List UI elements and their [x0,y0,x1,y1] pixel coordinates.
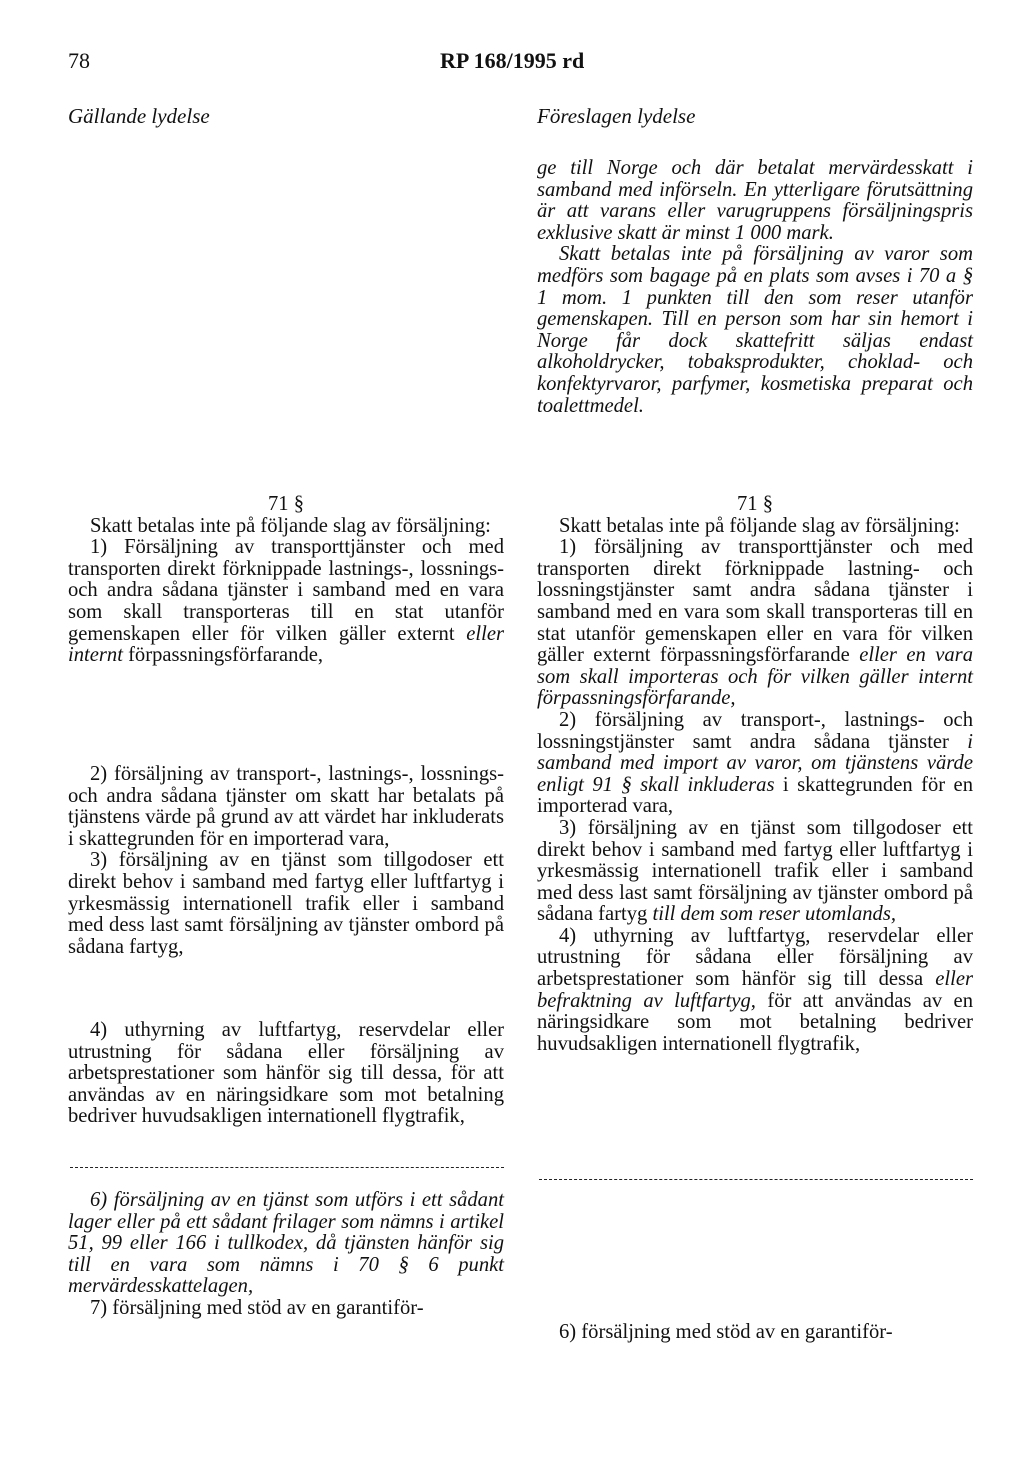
item-text: 3) försäljning av en tjänst som tillgodoser ett direkt behov i samband med fartyg eller luftfartyg i yrkesmässig internationell trafik eller i samband med dess last samt försäljning av tjänster ombord på sådana fartyg [537,816,973,926]
list-item-2 [537,710,973,818]
item-text-tail: förpassningsförfarande, [122,644,324,667]
item-text: 4) uthyrning av luftfartyg, reservdelar eller utrustning för sådana eller försäljning av arbetsprestationer som hänför sig till dessa [537,924,973,991]
document-reference: RP 168/1995 rd [440,48,585,73]
item-text: 2) försäljning av transport-, lastnings- och lossningstjänster samt andra sådana tjänster [537,708,973,753]
section-intro: Skatt betalas inte på följande slag av försäljning: [90,514,491,537]
list-item-3 [537,818,973,926]
list-item-4: 4) uthyrning av luftfartyg, reservdelar eller utrustning för sådana eller försäljning av arbetsprestationer som hänför sig till dessa, för att användas av en näringsidkare som mot betalning bedriver huvudsakligen internationell flygtrafik, [68,1019,504,1128]
list-item-3: 3) försäljning av en tjänst som tillgodoser ett direkt behov i samband med fartyg eller luftfartyg i yrkesmässig internationell trafik eller i samband med dess last samt försäljning av tjänster ombord på sådana fartyg, [68,849,504,958]
omission-dash-line [539,1179,973,1180]
list-item-6: 6) försäljning av en tjänst som utförs i ett sådant lager eller på ett sådant frilager som nämns i artikel 51, 99 eller 166 i tullkodex, då tjänsten hänför sig till en vara som nämns i 70 § 6 punkt mervärdesskattelagen, [68,1189,504,1298]
left-column-body [68,494,504,667]
item-italic-text: till dem som reser utomlands, [652,903,896,926]
bagage-paragraph: Skatt betalas inte på försäljning av varor som medförs som bagage på en plats som avses i 70 a § 1 mom. 1 punkten till den som reser utanför gemenskapen. Till en person som har sin hemort i Norge får dock skattefritt säljas endast alkoholdrycker, tobaksprodukter, choklad- och konfektyrvaror, parfymer, kosmetiska preparat och toalettmedel. [537,243,973,417]
left-column-item-4 [68,1020,504,1128]
item-italic-text: eller internt [68,622,504,667]
item-italic-text: eller en vara som skall importeras och för vilken gäller internt förpassningsförfarande, [537,644,973,710]
list-item-1 [537,537,973,710]
item-text: 1) Försäljning av transporttjänster och med transporten direkt förknippade lastnings-, lossnings- och andra sådana tjänster i samband med en vara som skall transporteras till en stat utanför gemenskapen eller för vilken gäller externt [68,536,504,645]
item-text: 1) försäljning av transporttjänster och med transporten direkt förknippade lastning- och lossningstjänster samt andra sådana tjänster i samband med en vara som skall transporteras till en stat utanför gemenskapen eller en vara för vilken gäller externt förpassningsförfarande [537,536,973,667]
right-column-heading: Föreslagen lydelse [537,104,696,128]
item-text-tail: i skattegrunden för en importerad vara, [537,773,973,818]
left-column-items [68,764,504,958]
right-column-body [537,494,973,1055]
list-item-4 [537,926,973,1056]
section-heading: 71 § [736,493,774,515]
item-italic-text: eller befraktning av luftfartyg, [537,968,973,1012]
left-column-tail [68,1190,504,1320]
list-item-1 [68,537,504,667]
right-column-tail [537,1322,973,1344]
left-column-heading: Gällande lydelse [68,104,210,128]
list-item-2: 2) försäljning av transport-, lastnings-, lossnings- och andra sådana tjänster om skatt har betalats på tjänstens värde på grund av att värdet har inkluderats i skattegrunden för en importerad vara, [68,763,504,850]
page-number: 78 [68,48,90,73]
list-item-6: 6) försäljning med stöd av en garantiför- [559,1321,893,1343]
section-heading: 71 § [267,493,305,515]
omission-dash-line [70,1167,504,1168]
section-intro: Skatt betalas inte på följande slag av försäljning: [559,514,960,537]
item-text-tail: för att användas av en näringsidkare som mot betalning bedriver huvudsakligen internationell flygtrafik, [537,989,973,1055]
list-item-7: 7) försäljning med stöd av en garantiför- [90,1296,424,1319]
item-italic-text: i samband med import av varor, om tjänstens värde enligt 91 § skall inkluderas [537,730,973,796]
right-top-continuation [537,158,973,417]
continuation-paragraph: ge till Norge och där betalat mervärdesskatt i samband med införseln. En ytterligare förutsättning är att varans eller varugruppens försäljningspris exklusive skatt är minst 1 000 mark. [537,157,973,244]
